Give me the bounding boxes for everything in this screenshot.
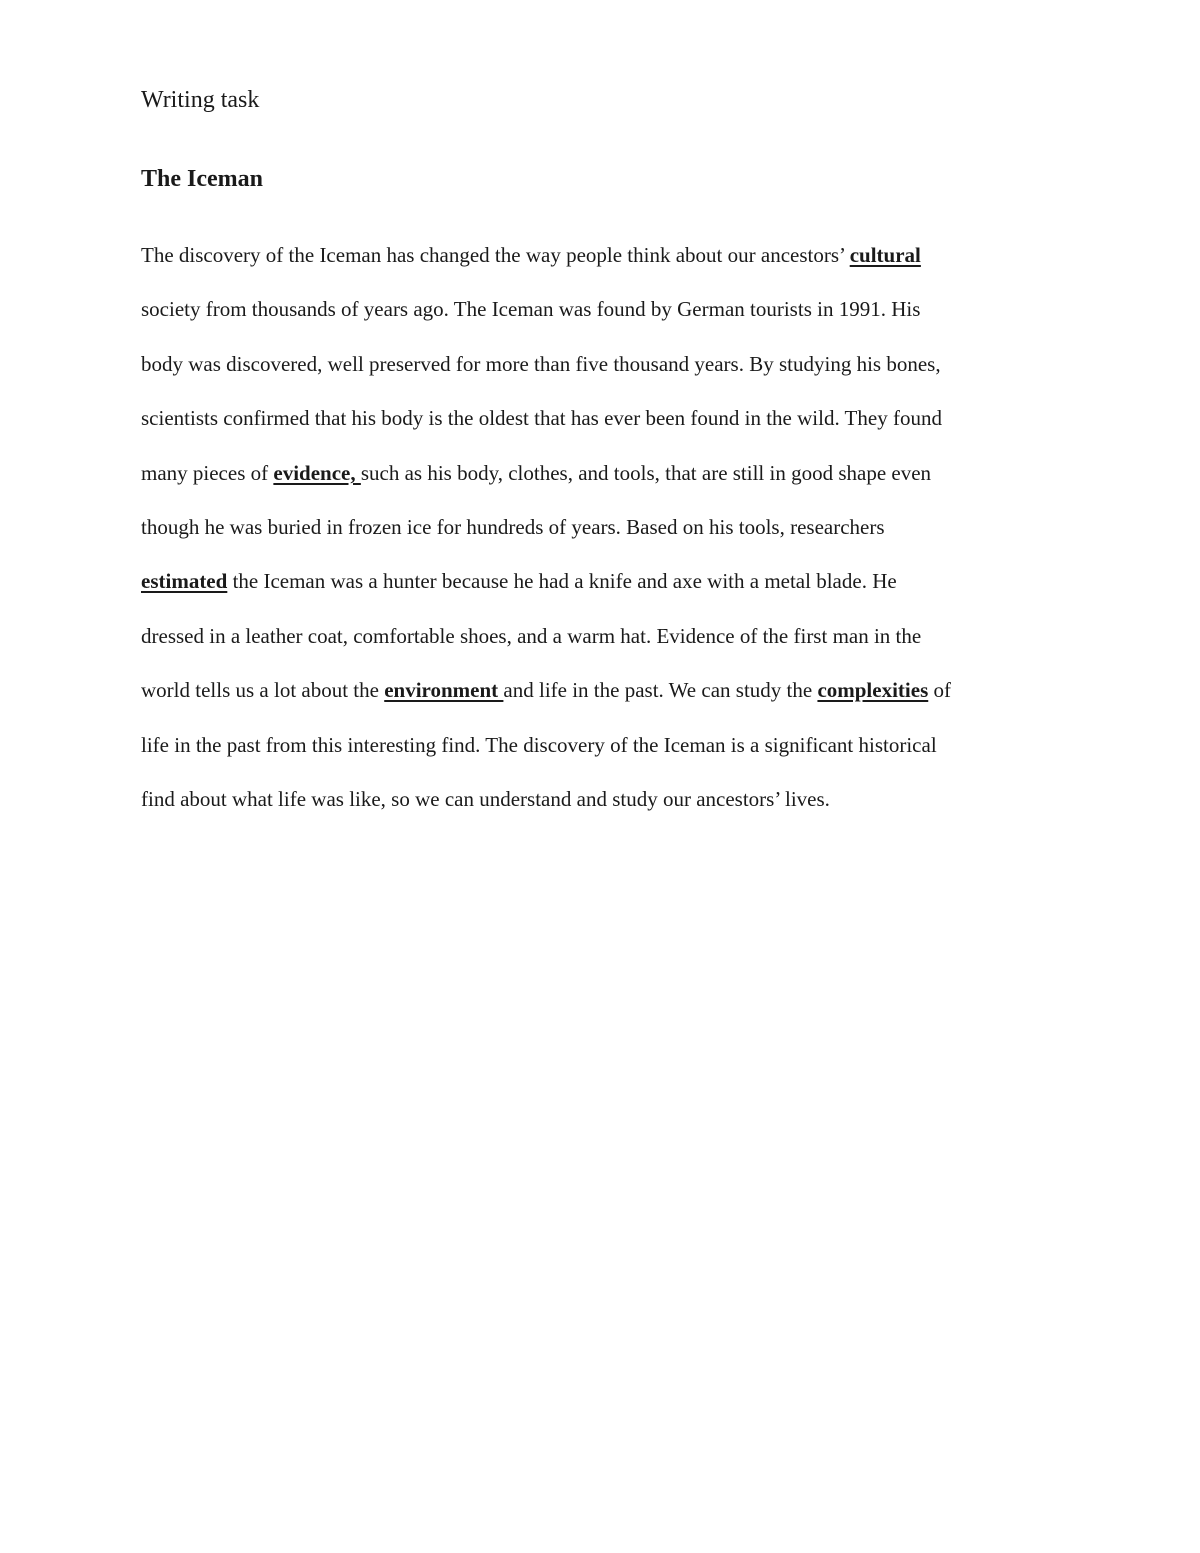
paragraph-line [141,622,921,650]
body-text-segment: such as his body, clothes, and tools, that are still in good shape even [360,460,932,485]
paragraph-line [141,731,937,759]
body-text-segment: scientists confirmed that his body is the oldest that has ever been found in the wild. They found [141,406,942,431]
body-text-segment: and life in the past. We can study the [503,678,818,703]
keyword-highlight: environment [384,678,504,703]
body-text-segment: body was discovered, well preserved for more than five thousand years. By studying his bones, [141,351,941,376]
paragraph-line [141,404,942,432]
body-text-segment: The discovery of the Iceman has changed the way people think about our ancestors’ [141,243,850,267]
keyword-highlight: estimated [141,569,228,594]
body-text-segment: life in the past from this interesting find. The discovery of the Iceman is a significant historical [141,732,937,757]
document-label: Writing task [141,87,260,113]
keyword-highlight: complexities [817,678,929,703]
body-text-segment: though he was buried in frozen ice for hundreds of years. Based on his tools, researchers [141,515,885,539]
paragraph-line [141,295,920,323]
paragraph-line [141,567,897,595]
body-text-segment: dressed in a leather coat, comfortable shoes, and a warm hat. Evidence of the first man in the [141,623,922,648]
body-text-segment: world tells us a lot about the [141,678,385,703]
body-text-segment: society from thousands of years ago. The Iceman was found by German tourists in 1991. His [141,297,921,322]
keyword-highlight: cultural [849,243,921,267]
body-text-segment: find about what life was like, so we can understand and study our ancestors’ lives. [141,787,830,811]
body-text-segment: many pieces of [141,460,274,485]
paragraph-line [141,513,885,541]
keyword-highlight: evidence, [273,460,361,485]
paragraph-line [141,785,830,813]
paragraph-line [141,241,921,269]
paragraph-line [141,676,951,704]
document-title: The Iceman [141,166,263,192]
body-text-segment: of [928,678,951,703]
body-text-segment: the Iceman was a hunter because he had a knife and axe with a metal blade. He [227,569,897,594]
paragraph-line [141,350,941,378]
paragraph-line [141,459,931,487]
